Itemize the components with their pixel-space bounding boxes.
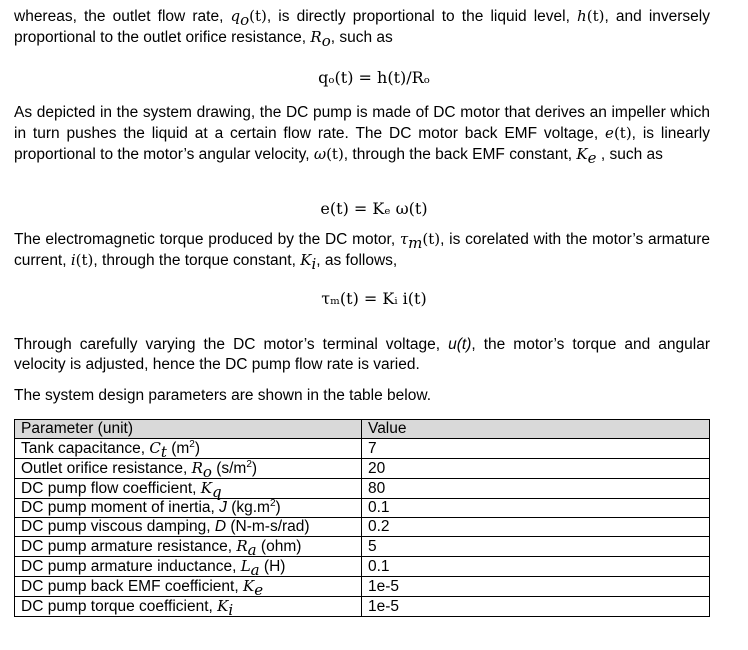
parameter-label: DC pump back EMF coefficient, xyxy=(21,578,243,595)
parameter-symbol-subscript: a xyxy=(250,561,260,580)
text: , through the torque constant, xyxy=(93,252,301,269)
parameter-unit-close: ) xyxy=(251,460,258,477)
value-cell: 80 xyxy=(362,479,710,499)
math-argument: (t) xyxy=(613,124,632,142)
text: The electromagnetic torque produced by the DC motor, xyxy=(14,231,400,248)
parameter-label: DC pump viscous damping, xyxy=(21,518,215,535)
paragraph-torque xyxy=(14,229,710,274)
table-row xyxy=(15,439,710,459)
text: , as follows, xyxy=(316,252,398,269)
parameter-label: Outlet orifice resistance, xyxy=(21,460,192,477)
parameter-cell xyxy=(15,577,362,600)
math-subscript: m xyxy=(408,234,423,253)
math-argument: (t) xyxy=(249,7,267,25)
math-subscript: o xyxy=(240,11,250,30)
math-argument: (t) xyxy=(75,251,94,269)
value-cell: 1e-5 xyxy=(362,597,710,617)
parameter-symbol-subscript: i xyxy=(228,601,234,620)
parameter-unit-close: ) xyxy=(275,499,281,516)
parameter-unit-close: ) xyxy=(194,440,201,457)
value-cell: 0.2 xyxy=(362,518,710,537)
paragraph-back-emf xyxy=(14,103,710,168)
text: , is linearly proportional to the motor’s angular velocity, xyxy=(14,125,710,163)
parameter-cell xyxy=(15,499,362,518)
parameter-symbol: R xyxy=(236,537,248,555)
table-row xyxy=(15,499,710,518)
math-subscript: i xyxy=(311,255,317,274)
unit-exponent: 2 xyxy=(246,458,252,470)
parameter-symbol: K xyxy=(242,577,255,595)
parameter-unit: (kg.m xyxy=(226,499,270,516)
voltage-symbol: u(t) xyxy=(448,336,472,353)
value-cell: 0.1 xyxy=(362,557,710,577)
paragraph-voltage xyxy=(14,335,710,375)
equation-back-emf: e(t) = Kₑ ω(t) xyxy=(320,199,428,218)
parameter-cell xyxy=(15,557,362,580)
parameter-symbol-subscript: t xyxy=(160,443,167,462)
parameter-symbol-subscript: a xyxy=(247,541,257,560)
text: , through the back EMF constant, xyxy=(343,146,577,163)
parameter-cell xyxy=(15,537,362,560)
parameter-symbol: D xyxy=(214,518,227,535)
math-symbol: R xyxy=(310,28,322,46)
math-symbol: e xyxy=(605,124,614,142)
text: , the motor’s torque and angular velocity is adjusted, hence the DC pump flow rate is varied. xyxy=(14,336,711,373)
table-row xyxy=(15,479,710,499)
table-row xyxy=(15,459,710,479)
text: , such as xyxy=(596,146,663,163)
parameter-cell xyxy=(15,438,362,462)
text: , such as xyxy=(330,29,393,46)
text: whereas, the outlet flow rate, xyxy=(14,8,231,25)
parameter-symbol: J xyxy=(219,499,227,516)
math-symbol: K xyxy=(300,251,312,269)
table-header-row xyxy=(15,420,710,439)
math-argument: (t) xyxy=(586,7,605,25)
math-symbol: τ xyxy=(399,230,409,248)
math-symbol: h xyxy=(577,7,587,25)
parameter-label: DC pump torque coefficient, xyxy=(21,598,218,615)
value-cell: 20 xyxy=(362,459,710,479)
parameter-label: DC pump armature inductance, xyxy=(21,558,241,575)
parameter-cell xyxy=(15,479,362,502)
parameter-symbol: R xyxy=(191,459,203,477)
header-parameter: Parameter (unit) xyxy=(15,420,362,439)
parameter-label: DC pump flow coefficient, xyxy=(21,480,201,497)
math-argument: (t) xyxy=(326,145,344,163)
parameter-cell xyxy=(15,597,362,620)
parameter-symbol: L xyxy=(240,557,251,575)
parameter-unit: (H) xyxy=(259,558,286,575)
parameter-symbol: K xyxy=(217,597,229,615)
parameter-label: DC pump armature resistance, xyxy=(21,538,237,555)
text: , is corelated with the motor’s armature current, xyxy=(14,231,710,269)
parameter-symbol-subscript: q xyxy=(211,483,222,502)
math-subscript: e xyxy=(587,149,597,168)
parameter-symbol: C xyxy=(149,439,161,457)
table-row xyxy=(15,577,710,597)
equation-outlet-flow: qₒ(t) = h(t)/Rₒ xyxy=(318,68,430,87)
paragraph-table-intro: The system design parameters are shown in the table below. xyxy=(14,387,432,404)
table-row xyxy=(15,597,710,617)
value-cell: 5 xyxy=(362,537,710,557)
parameter-unit: (ohm) xyxy=(256,538,302,555)
text: As depicted in the system drawing, the DC pump is made of DC motor that derives an impeller which in turn pushes the liquid at a certain flow rate. The DC motor back EMF voltage, xyxy=(14,104,710,142)
table-row xyxy=(15,537,710,557)
equation-torque: τₘ(t) = Kᵢ i(t) xyxy=(321,289,427,308)
value-cell: 7 xyxy=(362,439,710,459)
parameter-symbol-subscript: o xyxy=(202,463,212,482)
math-symbol: K xyxy=(576,145,588,163)
header-value: Value xyxy=(362,420,710,439)
table-row xyxy=(15,518,710,537)
unit-exponent: 2 xyxy=(189,438,195,450)
math-symbol: i xyxy=(70,251,76,269)
paragraph-outlet-flow xyxy=(14,6,710,51)
unit-exponent: 2 xyxy=(269,497,276,509)
value-cell: 0.1 xyxy=(362,499,710,518)
value-cell: 1e-5 xyxy=(362,577,710,597)
math-argument: (t) xyxy=(422,230,441,248)
parameter-unit: (s/m xyxy=(211,460,247,477)
text: Through carefully varying the DC motor’s terminal voltage, xyxy=(14,336,449,353)
math-symbol: q xyxy=(230,7,241,25)
math-subscript: o xyxy=(321,32,331,51)
parameter-cell xyxy=(15,518,362,537)
text: , and inversely proportional to the outlet orifice resistance, xyxy=(14,8,710,46)
parameter-symbol: K xyxy=(200,479,212,497)
parameter-unit: (m xyxy=(166,440,190,457)
parameter-label: Tank capacitance, xyxy=(21,440,150,457)
math-symbol: ω xyxy=(313,145,327,163)
table-row xyxy=(15,557,710,577)
parameter-symbol-subscript: e xyxy=(254,581,264,600)
parameter-label: DC pump moment of inertia, xyxy=(21,499,220,516)
parameters-table xyxy=(14,419,710,620)
text: , is directly proportional to the liquid level, xyxy=(266,8,578,25)
parameter-cell xyxy=(15,458,362,482)
parameter-unit: (N-m-s/rad) xyxy=(226,518,310,535)
